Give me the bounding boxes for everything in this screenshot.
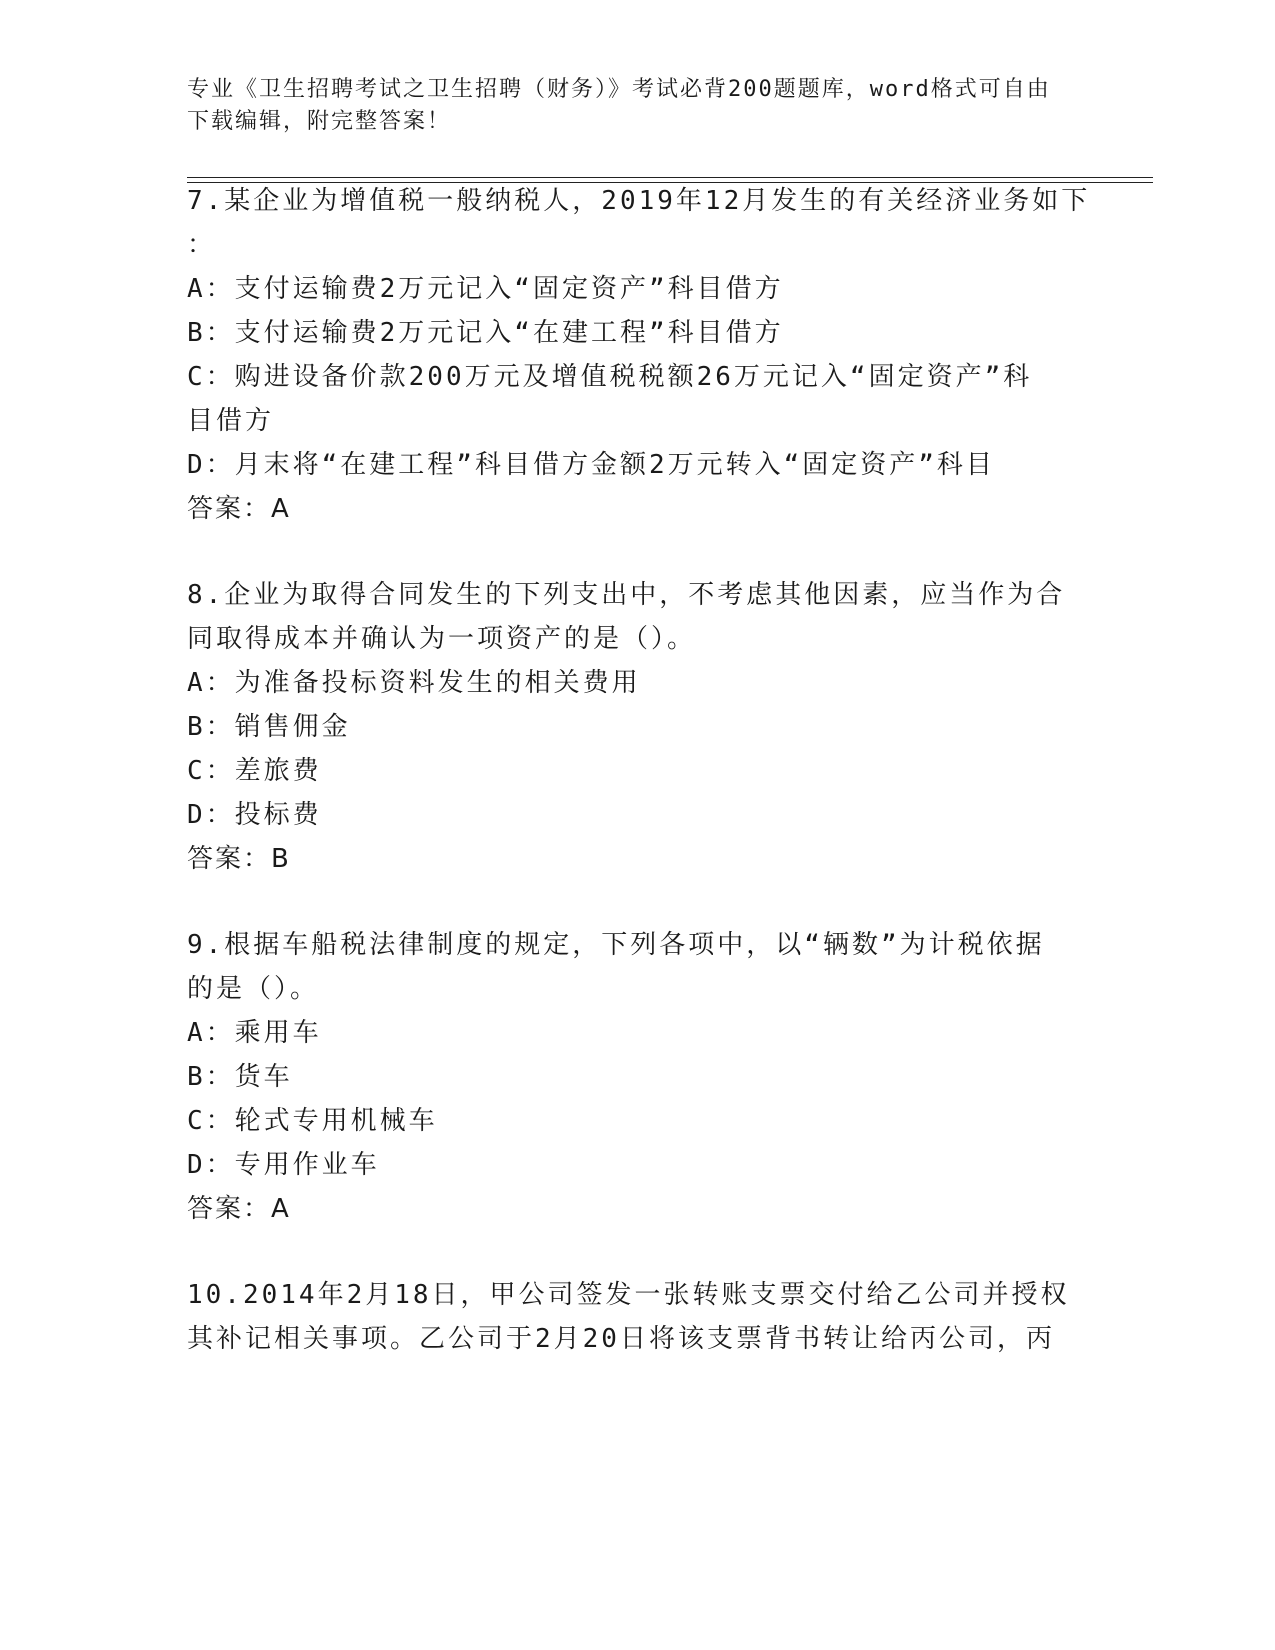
- question-8-option-a: A：为准备投标资料发生的相关费用: [187, 668, 641, 698]
- question-9-stem-line-1: 9.根据车船税法律制度的规定，下列各项中，以“辆数”为计税依据: [187, 930, 1045, 960]
- question-9-answer: [187, 1191, 291, 1227]
- question-8-answer: [187, 841, 291, 877]
- header-divider-top: [187, 177, 1153, 178]
- document-header: 专业《卫生招聘考试之卫生招聘（财务）》考试必背200题题库，word格式可自由下载编辑，附完整答案！: [187, 77, 1051, 134]
- answer-value: B: [271, 844, 291, 874]
- question-7-option-d: D：月末将“在建工程”科目借方金额2万元转入“固定资产”科目: [187, 450, 995, 480]
- answer-label: 答案：: [187, 844, 272, 874]
- question-9-option-b: B：货车: [187, 1062, 293, 1092]
- question-7-option-c-line-1: C：购进设备价款200万元及增值税税额26万元记入“固定资产”科: [187, 362, 1033, 392]
- question-9-option-c: C：轮式专用机械车: [187, 1106, 438, 1136]
- question-7-option-a: A：支付运输费2万元记入“固定资产”科目借方: [187, 274, 784, 304]
- answer-value: A: [271, 494, 291, 524]
- answer-label: 答案：: [187, 1194, 272, 1224]
- question-9-stem-line-2: 的是（）。: [187, 974, 320, 1004]
- question-7-option-b: B：支付运输费2万元记入“在建工程”科目借方: [187, 318, 784, 348]
- question-8-option-d: D：投标费: [187, 800, 322, 830]
- question-7-stem-line-1: 7.某企业为增值税一般纳税人，2019年12月发生的有关经济业务如下: [187, 186, 1091, 216]
- question-7-stem-line-2: ：: [187, 230, 217, 260]
- question-10-stem-line-2: 其补记相关事项。乙公司于2月20日将该支票背书转让给丙公司，丙: [187, 1324, 1055, 1354]
- question-8-stem-line-1: 8.企业为取得合同发生的下列支出中，不考虑其他因素，应当作为合: [187, 580, 1066, 610]
- question-7-answer: [187, 491, 291, 527]
- question-8-stem-line-2: 同取得成本并确认为一项资产的是（）。: [187, 624, 697, 654]
- question-7-option-c-line-2: 目借方: [187, 406, 275, 436]
- question-8-option-b: B：销售佣金: [187, 712, 351, 742]
- answer-label: 答案：: [187, 494, 272, 524]
- question-9-option-d: D：专用作业车: [187, 1150, 380, 1180]
- question-8-option-c: C：差旅费: [187, 756, 322, 786]
- question-9-option-a: A：乘用车: [187, 1018, 322, 1048]
- answer-value: A: [271, 1194, 291, 1224]
- question-10-stem-line-1: 10.2014年2月18日，甲公司签发一张转账支票交付给乙公司并授权: [187, 1280, 1070, 1310]
